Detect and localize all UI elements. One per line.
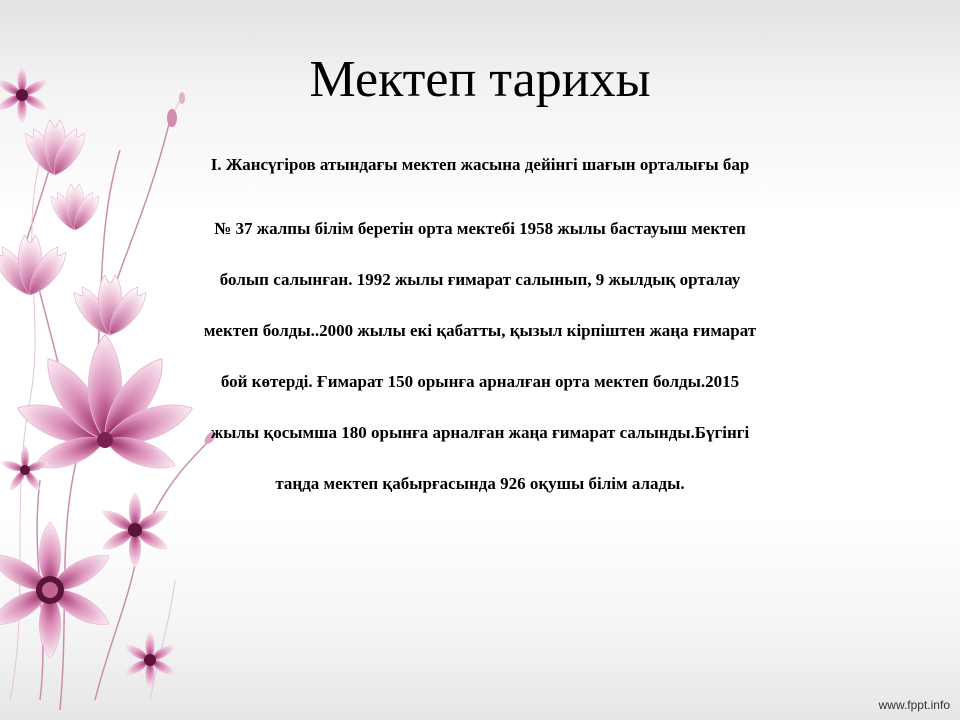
body-line: таңда мектеп қабырғасында 926 оқушы білім алады. [275,474,685,493]
body-line: болып салынған. 1992 жылы ғимарат салынып, 9 жылдық орталау [219,270,741,289]
body-line: мектеп болды..2000 жылы екі қабатты, қызыл кірпіштен жаңа ғимарат [203,321,757,340]
body-line: І. Жансүгіров атындағы мектеп жасына дейінгі шағын орталығы бар [210,155,750,174]
body-line: бой көтерді. Ғимарат 150 орынға арналған орта мектеп болды.2015 [220,372,740,391]
body-line: № 37 жалпы білім беретін орта мектебі 1958 жылы бастауыш мектеп [214,219,746,238]
body-line: жылы қосымша 180 орынға арналған жаңа ғимарат салынды.Бүгінгі [210,423,750,442]
slide-title: Мектеп тарихы [309,51,651,108]
footer-url: www.fppt.info [878,698,950,712]
